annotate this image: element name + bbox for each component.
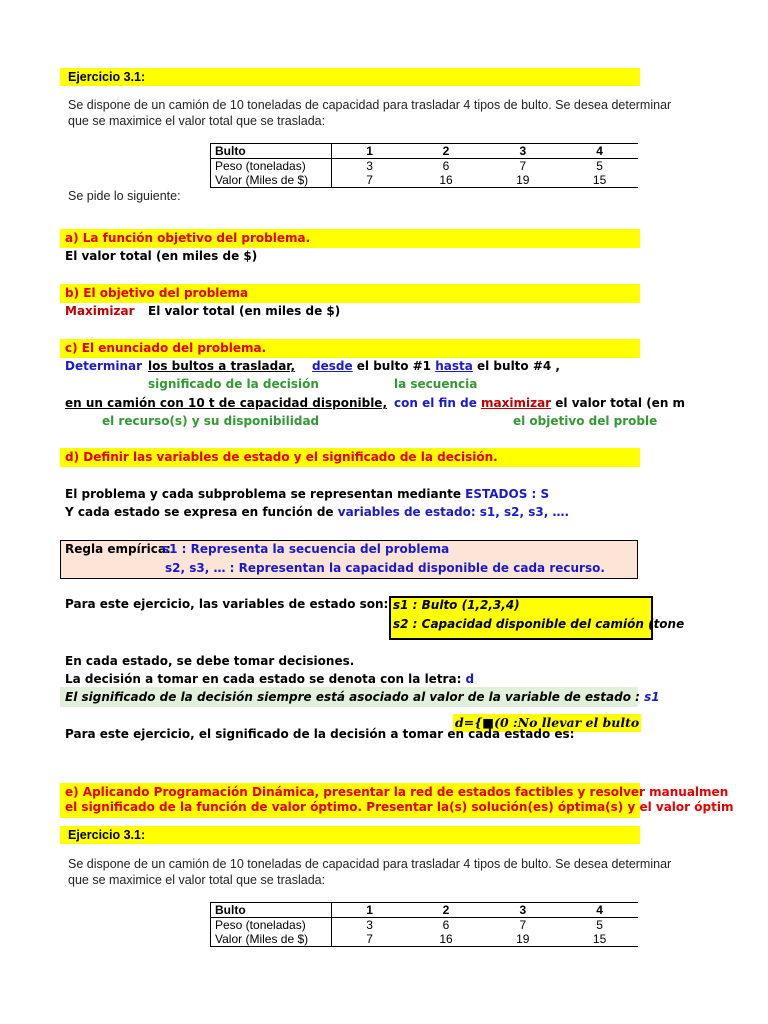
decision-meaning-line: Para este ejercicio, el significado de la decisión a tomar en cada estado es:	[65, 727, 575, 741]
intro-line-2: que se maximice el valor total que se traslada:	[68, 114, 326, 128]
table-cell: 3	[366, 159, 373, 173]
significado-label: significado de la decisión	[148, 377, 319, 391]
table-header-cell: 4	[561, 144, 638, 159]
table-header-cell: 1	[331, 903, 408, 918]
table-cell: 6	[442, 159, 450, 173]
intro2-line-2: que se maximice el valor total que se traslada:	[68, 873, 326, 887]
table-row	[211, 159, 639, 174]
section-e-line-1: e) Aplicando Programación Dinámica, presentar la red de estados factibles y resolver manualmen	[65, 785, 729, 799]
maximizar-word: maximizar	[481, 396, 552, 410]
intro2-line-1: Se dispone de un camión de 10 toneladas de capacidad para trasladar 4 tipos de bulto. Se desea determinar	[68, 857, 672, 871]
table-header-cell: Bulto	[211, 903, 332, 918]
table-cell: 6	[442, 918, 450, 932]
el-bulto1-text: el bulto #1	[352, 359, 436, 373]
determinar-word: Determinar	[65, 359, 143, 373]
table-row	[211, 918, 639, 933]
table-cell: 15	[561, 932, 638, 947]
table-header-cell: 4	[561, 903, 638, 918]
fin-text	[394, 396, 685, 410]
table-cell: Valor (Miles de $)	[211, 173, 332, 188]
rule-s2: s2, s3, … : Representan la capacidad disponible de cada recurso.	[165, 561, 605, 575]
decisions-line-1: En cada estado, se debe tomar decisiones.	[65, 654, 355, 668]
estados-line	[65, 487, 549, 501]
decision-formula: d={■(0 :No llevar el bulto	[455, 715, 640, 730]
se-pide-text: Se pide lo siguiente:	[68, 189, 181, 203]
table-cell: 16	[408, 173, 485, 188]
decisions-text: La decisión a tomar en cada estado se denota con la letra:	[65, 672, 466, 686]
intro-line-1: Se dispone de un camión de 10 toneladas de capacidad para trasladar 4 tipos de bulto. Se desea determinar	[68, 98, 672, 112]
rule-label: Regla empírica:	[65, 542, 171, 556]
section-d-title: d) Definir las variables de estado y el significado de la decisión.	[65, 450, 498, 464]
table-cell: 15	[561, 173, 638, 188]
desde-word: desde	[312, 359, 353, 373]
variables-line	[65, 505, 569, 519]
table-header-row	[211, 144, 639, 159]
los-bultos-text: los bultos a trasladar,	[148, 359, 296, 373]
el-bulto4-text: el bulto #4 ,	[472, 359, 560, 373]
section-b-title: b) El objetivo del problema	[65, 286, 249, 300]
variables-text: Y cada estado se expresa en función de	[65, 505, 338, 519]
table-header-row	[211, 903, 639, 918]
camion-text: en un camión con 10 t de capacidad disponible,	[65, 396, 388, 410]
table-cell: Peso (toneladas)	[211, 159, 332, 174]
table-cell: 19	[484, 173, 561, 188]
table-cell: 3	[366, 918, 373, 932]
exercise-header-band	[60, 68, 640, 86]
meaning-text: El significado de la decisión siempre está asociado al valor de la variable de estado :	[65, 690, 645, 704]
table-header-cell: 1	[331, 144, 408, 159]
decisions-line-2	[65, 672, 474, 686]
section-a-title: a) La función objetivo del problema.	[65, 231, 311, 245]
table-header-cell: Bulto	[211, 144, 332, 159]
recurso-label: el recurso(s) y su disponibilidad	[102, 414, 320, 428]
table-header-cell: 3	[484, 144, 561, 159]
meaning-s1: s1	[644, 690, 660, 704]
sequence-text	[312, 359, 560, 373]
table-header-cell: 2	[408, 144, 485, 159]
secuencia-label: la secuencia	[394, 377, 478, 391]
decision-letter: d	[465, 672, 475, 686]
variables-list: variables de estado: s1, s2, s3, ….	[337, 505, 570, 519]
section-c-title: c) El enunciado del problema.	[65, 341, 267, 355]
valor-total-text: el valor total (en m	[551, 396, 686, 410]
objetivo-label: el objetivo del proble	[513, 414, 658, 428]
table-row	[211, 173, 639, 188]
table-row	[211, 932, 639, 947]
table-cell: Valor (Miles de $)	[211, 932, 332, 947]
section-e-line-2: el significado de la función de valor óptimo. Presentar la(s) solución(es) óptima(s) y el valor óptim	[65, 800, 734, 814]
table-cell: 5	[596, 918, 603, 932]
fin-de-word: con el fin de	[394, 396, 482, 410]
table-cell: 7	[519, 918, 527, 932]
section-b-answer: El valor total (en miles de $)	[148, 304, 341, 318]
bulto-table	[210, 143, 638, 188]
table-header-cell: 3	[484, 903, 561, 918]
state-var-s2: s2 : Capacidad disponible del camión (tone	[393, 617, 685, 631]
state-var-s1: s1 : Bulto (1,2,3,4)	[393, 598, 520, 612]
exercise-header-2: Ejercicio 3.1:	[68, 828, 146, 842]
table-cell: 7	[519, 159, 527, 173]
estados-text: El problema y cada subproblema se representan mediante	[65, 487, 466, 501]
section-a-answer: El valor total (en miles de $)	[65, 249, 258, 263]
rule-s1: s1 : Representa la secuencia del problema	[162, 542, 450, 556]
exercise-header: Ejercicio 3.1:	[68, 70, 146, 84]
table-cell: 19	[484, 932, 561, 947]
table-cell: 7	[331, 173, 408, 188]
table-cell: 5	[596, 159, 603, 173]
meaning-line	[65, 690, 660, 704]
hasta-word: hasta	[435, 359, 473, 373]
bulto-table-2	[210, 902, 638, 947]
exercise-header-band-2	[60, 826, 640, 844]
table-cell: 16	[408, 932, 485, 947]
vars-label: Para este ejercicio, las variables de estado son:	[65, 597, 389, 611]
table-cell: 7	[331, 932, 408, 947]
estados-s-text: ESTADOS : S	[465, 487, 550, 501]
table-header-cell: 2	[408, 903, 485, 918]
section-b-verb: Maximizar	[65, 304, 135, 318]
table-cell: Peso (toneladas)	[211, 918, 332, 933]
